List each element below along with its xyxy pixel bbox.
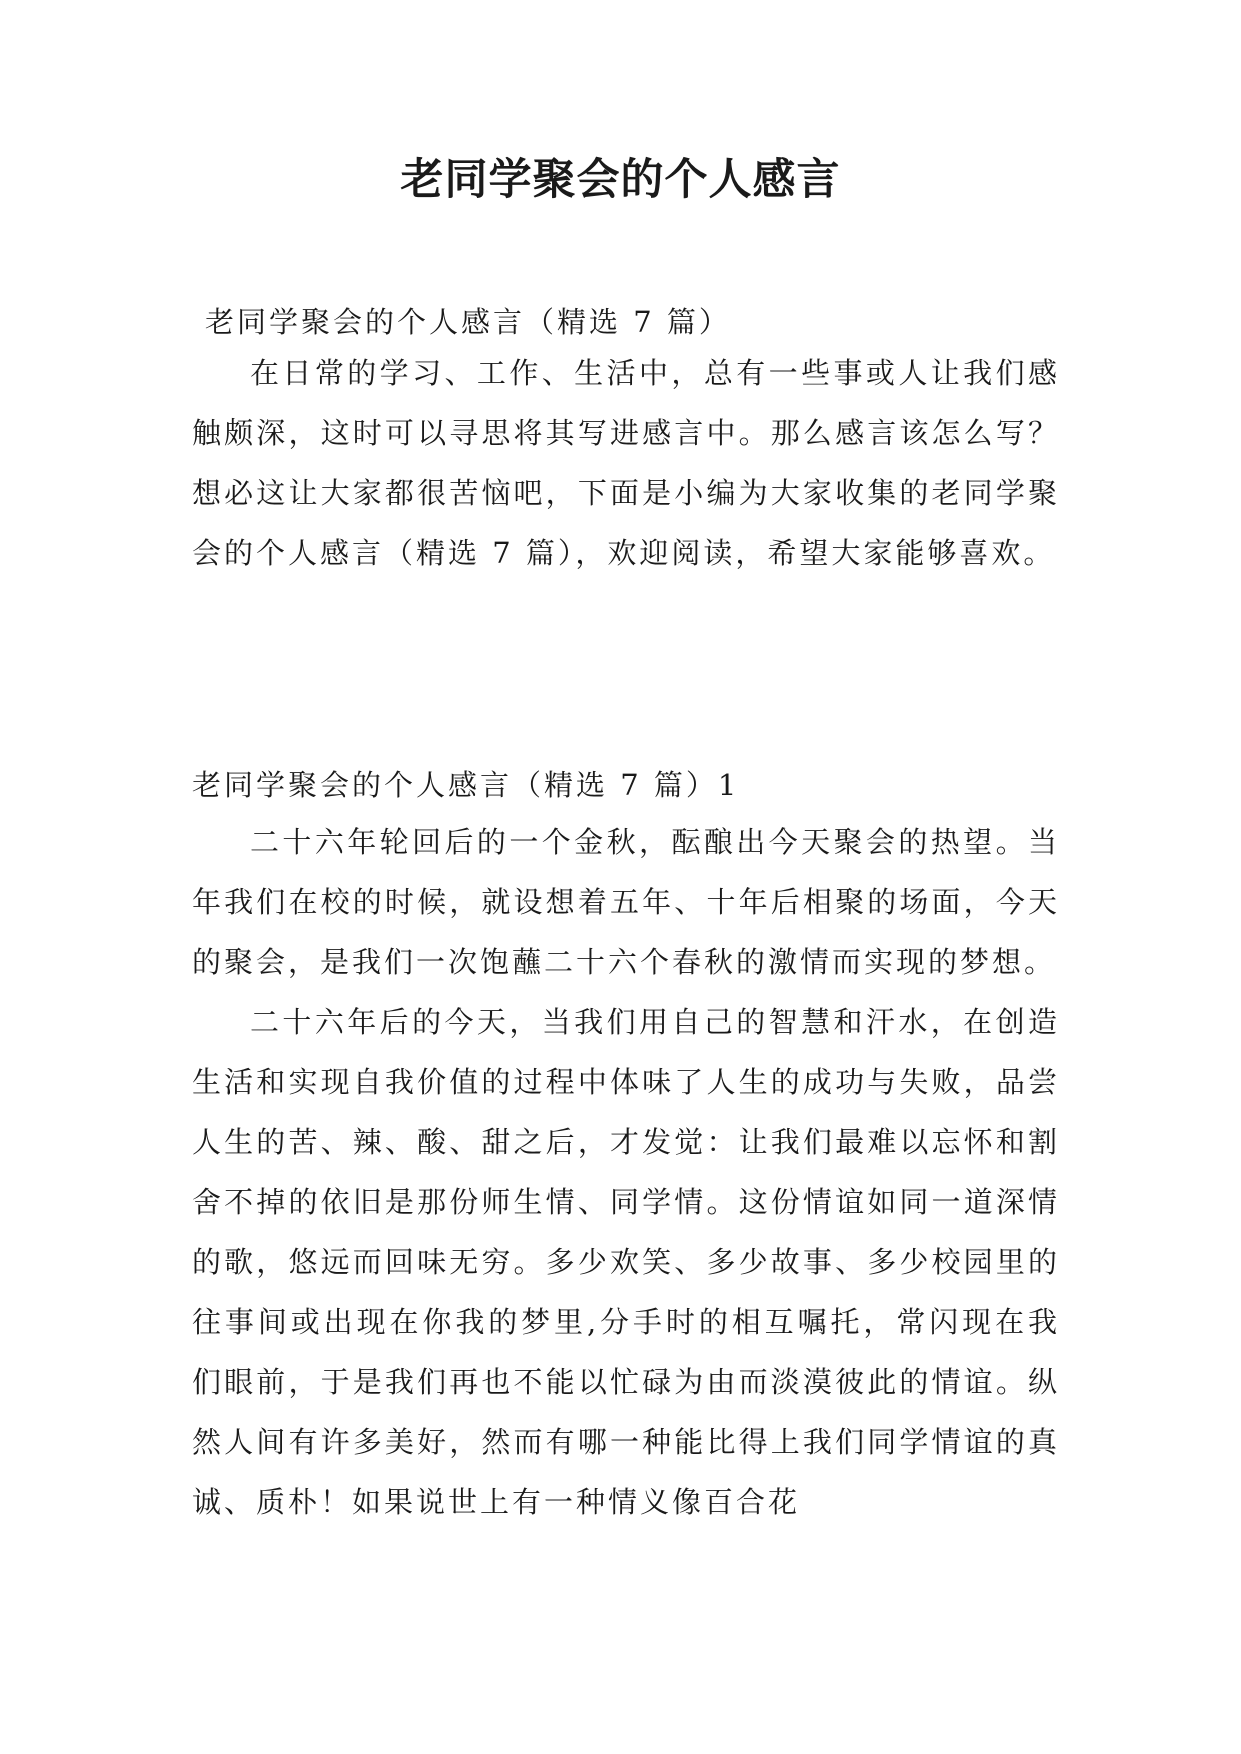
section-heading: 老同学聚会的个人感言（精选 7 篇）1 [192, 768, 740, 802]
section-body [192, 812, 1060, 1532]
intro-paragraph: 在日常的学习、工作、生活中，总有一些事或人让我们感触颇深，这时可以寻思将其写进感言中。那么感言该怎么写？想必这让大家都很苦恼吧，下面是小编为大家收集的老同学聚会的个人感言（精选 7 篇），欢迎阅读，希望大家能够喜欢。 [192, 356, 1060, 570]
document-subtitle: 老同学聚会的个人感言（精选 7 篇） [205, 305, 731, 339]
body-paragraph: 二十六年后的今天，当我们用自己的智慧和汗水，在创造生活和实现自我价值的过程中体味了人生的成功与失败，品尝人生的苦、辣、酸、甜之后，才发觉：让我们最难以忘怀和割舍不掉的依旧是那份师生情、同学情。这份情谊如同一道深情的歌，悠远而回味无穷。多少欢笑、多少故事、多少校园里的往事间或出现在你我的梦里,分手时的相互嘱托，常闪现在我们眼前，于是我们再也不能以忙碌为由而淡漠彼此的情谊。纵然人间有许多美好，然而有哪一种能比得上我们同学情谊的真诚、质朴！如果说世上有一种情义像百合花 [192, 1005, 1060, 1519]
body-paragraph: 二十六年轮回后的一个金秋，酝酿出今天聚会的热望。当年我们在校的时候，就设想着五年、十年后相聚的场面，今天的聚会，是我们一次饱蘸二十六个春秋的激情而实现的梦想。 [192, 825, 1060, 979]
document-title: 老同学聚会的个人感言 [400, 155, 841, 205]
